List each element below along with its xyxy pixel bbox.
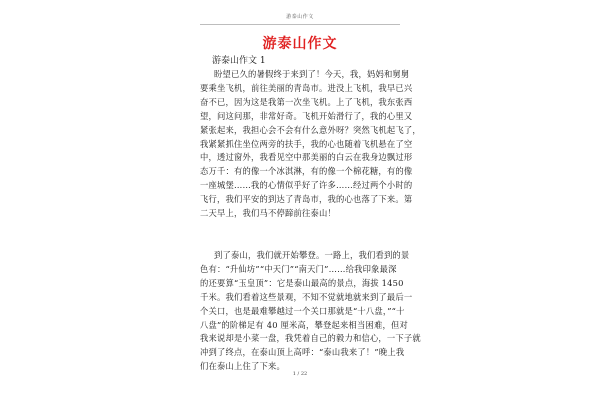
page-header: 游泰山作文	[286, 14, 314, 20]
text-line: 二天早上，我们马不停蹄前往泰山！	[200, 208, 336, 219]
text-line: 中，透过窗外，我看见空中那美丽的白云在我身边飘过形	[200, 152, 413, 163]
text-line: 望，问这问那，非常好奇。飞机开始滑行了，我的心里又	[200, 110, 413, 121]
text-line: 要乘坐飞机，前往美丽的青岛市。进没上飞机，我早已兴	[200, 82, 413, 93]
document-title: 游泰山作文	[262, 36, 338, 52]
text-line: 色有：“升仙坊”“中天门”“南天门”……给我印象最深	[200, 263, 397, 274]
text-line: 我紧紧抓住坐位两旁的扶手，我的心也随着飞机悬在了空	[200, 138, 413, 149]
text-line: 们在泰山上住了下来。	[200, 361, 285, 372]
document-subtitle: 游泰山作文 1	[212, 56, 266, 66]
text-line: 的还要算“玉皇顶”：它是泰山最高的景点，海拔 1450	[200, 277, 404, 288]
text-line: 到了泰山，我们就开始攀登。一路上，我们看到的景	[214, 250, 410, 260]
text-line: 奋不已，因为这是我第一次坐飞机。上了飞机，我东张西	[200, 96, 413, 107]
text-line: 八盘”的阶梯足有 40 厘米高，攀登起来相当困难，但对	[200, 319, 409, 330]
text-line: 我来说却是小菜一盘，我凭着自己的毅力和信心，一下子就	[200, 333, 421, 344]
text-line: 紧张起来，我担心会不会有什么意外呀？突然飞机起飞了，	[200, 124, 421, 135]
paragraph-1	[200, 68, 421, 221]
paragraph-2	[200, 249, 421, 374]
text-line: 个关口，也是最难攀越过一个关口那就是“十八盘，”“十	[200, 305, 405, 316]
text-line: 盼望已久的暑假终于来到了！今天，我，妈妈和舅舅	[214, 69, 410, 79]
text-line: 态万千：有的像一个冰淇淋，有的像一个棉花糖，有的像	[200, 166, 413, 177]
text-line: 冲到了终点，在泰山顶上高呼：“泰山我来了！”晚上我	[200, 347, 405, 358]
page-indicator: 1 / 22	[292, 371, 308, 377]
text-line: 飞行，我们平安的到达了青岛市，我的心也落了下来。第	[200, 194, 413, 205]
text-line: 千米。我们看着这些景观，不知不觉就地就来到了最后一	[200, 291, 413, 302]
text-line: 一座城堡……我的心情似乎好了许多……经过两个小时的	[200, 180, 413, 191]
header-divider	[200, 24, 400, 25]
